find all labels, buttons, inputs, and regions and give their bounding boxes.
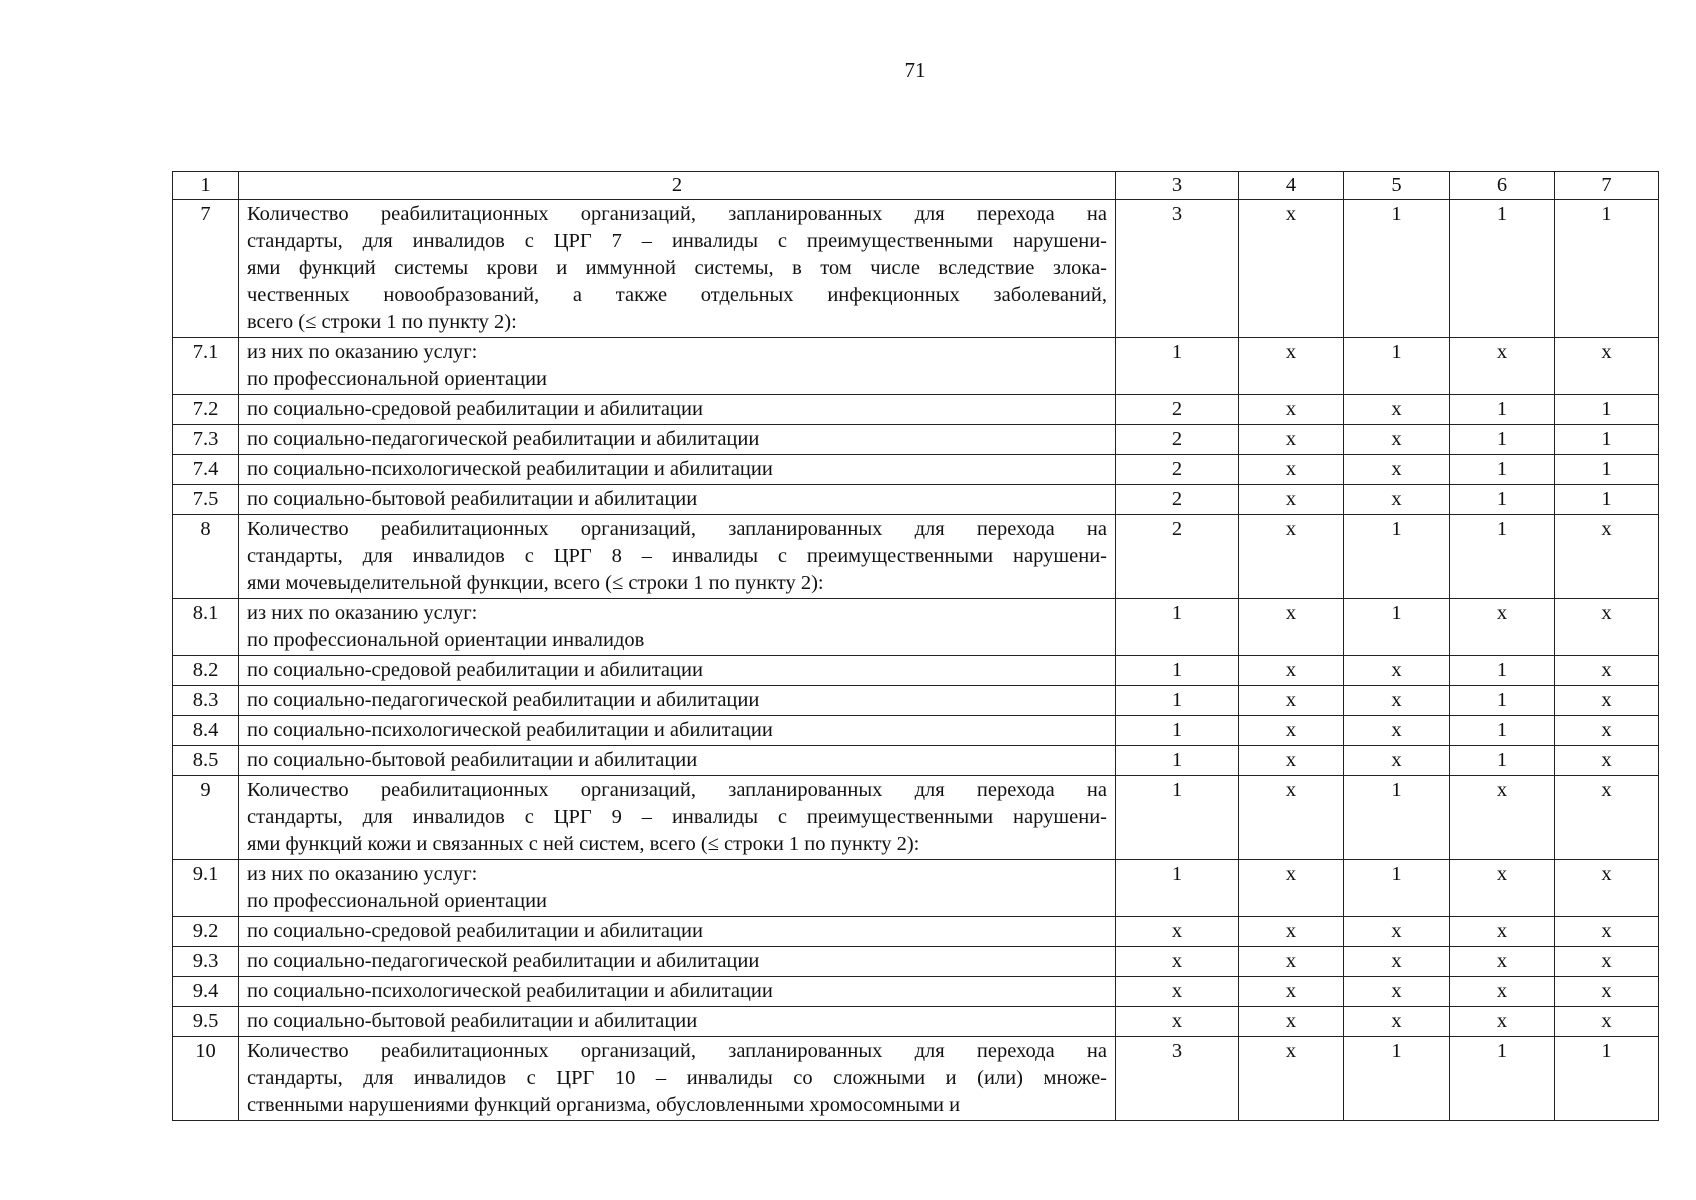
description-line: по профессиональной ориентации [247, 368, 548, 390]
value-cell-col-5: x [1344, 425, 1450, 455]
value-cell-col-6: x [1450, 860, 1555, 917]
value-cell-col-4: x [1239, 485, 1344, 515]
description-line: чественных новообразований, а также отдельных инфекционных заболеваний, [247, 284, 1107, 306]
table-row [173, 776, 1659, 860]
value-cell-col-5: 1 [1344, 338, 1450, 395]
value-cell-col-3: 1 [1116, 656, 1239, 686]
value-cell-col-4: x [1239, 947, 1344, 977]
value-cell-col-6: 1 [1450, 425, 1555, 455]
value-cell-col-3: 1 [1116, 338, 1239, 395]
table-row [173, 860, 1659, 917]
value-cell-col-6: 1 [1450, 656, 1555, 686]
row-number: 9 [173, 776, 239, 860]
row-description [239, 485, 1116, 515]
value-cell-col-3: 1 [1116, 776, 1239, 860]
table-row [173, 1037, 1659, 1121]
value-cell-col-3: 1 [1116, 599, 1239, 656]
description-line: стандарты, для инвалидов с ЦРГ 7 – инвалиды с преимущественными нарушени- [247, 230, 1107, 252]
table-row [173, 599, 1659, 656]
table-row [173, 515, 1659, 599]
value-cell-col-4: x [1239, 338, 1344, 395]
value-cell-col-4: x [1239, 425, 1344, 455]
row-description [239, 716, 1116, 746]
value-cell-col-4: x [1239, 656, 1344, 686]
row-description [239, 599, 1116, 656]
value-cell-col-5: 1 [1344, 599, 1450, 656]
row-description [239, 1037, 1116, 1121]
row-number: 9.4 [173, 977, 239, 1007]
value-cell-col-7: x [1555, 746, 1659, 776]
description-line: по социально-бытовой реабилитации и абилитации [247, 488, 698, 510]
row-number: 8.5 [173, 746, 239, 776]
row-description [239, 917, 1116, 947]
value-cell-col-7: 1 [1555, 455, 1659, 485]
table-row [173, 656, 1659, 686]
value-cell-col-6: 1 [1450, 455, 1555, 485]
value-cell-col-4: x [1239, 200, 1344, 338]
description-line: Количество реабилитационных организаций, запланированных для перехода на [247, 518, 1107, 540]
table-row [173, 455, 1659, 485]
value-cell-col-5: x [1344, 917, 1450, 947]
description-line: по социально-педагогической реабилитации и абилитации [247, 428, 760, 450]
row-number: 7.2 [173, 395, 239, 425]
row-number: 7 [173, 200, 239, 338]
value-cell-col-3: 1 [1116, 686, 1239, 716]
table-row [173, 395, 1659, 425]
row-number: 9.1 [173, 860, 239, 917]
row-description [239, 455, 1116, 485]
value-cell-col-5: x [1344, 746, 1450, 776]
description-line: по социально-бытовой реабилитации и абилитации [247, 1010, 698, 1032]
row-description [239, 686, 1116, 716]
value-cell-col-6: x [1450, 917, 1555, 947]
value-cell-col-4: x [1239, 455, 1344, 485]
row-description [239, 947, 1116, 977]
description-line: Количество реабилитационных организаций, запланированных для перехода на [247, 203, 1107, 225]
row-description [239, 656, 1116, 686]
value-cell-col-3: 3 [1116, 1037, 1239, 1121]
table-row [173, 977, 1659, 1007]
table-row [173, 686, 1659, 716]
row-number: 9.2 [173, 917, 239, 947]
description-line: по социально-педагогической реабилитации и абилитации [247, 689, 760, 711]
row-description [239, 977, 1116, 1007]
value-cell-col-6: x [1450, 1007, 1555, 1037]
value-cell-col-5: x [1344, 1007, 1450, 1037]
value-cell-col-7: 1 [1555, 200, 1659, 338]
value-cell-col-4: x [1239, 716, 1344, 746]
row-number: 10 [173, 1037, 239, 1121]
row-number: 8.4 [173, 716, 239, 746]
description-line: всего (≤ строки 1 по пункту 2): [247, 311, 517, 333]
description-line: по социально-педагогической реабилитации и абилитации [247, 950, 760, 972]
value-cell-col-7: x [1555, 599, 1659, 656]
value-cell-col-4: x [1239, 860, 1344, 917]
value-cell-col-6: 1 [1450, 716, 1555, 746]
column-header: 3 [1116, 172, 1239, 200]
page-number: 71 [904, 58, 926, 82]
table-body [173, 172, 1659, 1121]
value-cell-col-4: x [1239, 977, 1344, 1007]
table-row [173, 200, 1659, 338]
row-number: 7.1 [173, 338, 239, 395]
description-line: из них по оказанию услуг: [247, 863, 478, 885]
value-cell-col-4: x [1239, 1037, 1344, 1121]
description-line: по социально-бытовой реабилитации и абилитации [247, 749, 698, 771]
value-cell-col-4: x [1239, 776, 1344, 860]
value-cell-col-7: 1 [1555, 425, 1659, 455]
value-cell-col-3: 2 [1116, 395, 1239, 425]
description-line: стандарты, для инвалидов с ЦРГ 10 – инвалиды со сложными и (или) множе- [247, 1067, 1107, 1089]
value-cell-col-6: 1 [1450, 1037, 1555, 1121]
value-cell-col-7: x [1555, 656, 1659, 686]
description-line: по социально-средовой реабилитации и абилитации [247, 398, 703, 420]
value-cell-col-7: 1 [1555, 1037, 1659, 1121]
row-description [239, 425, 1116, 455]
value-cell-col-7: x [1555, 716, 1659, 746]
description-line: по социально-средовой реабилитации и абилитации [247, 659, 703, 681]
row-number: 7.5 [173, 485, 239, 515]
value-cell-col-3: 1 [1116, 746, 1239, 776]
value-cell-col-5: 1 [1344, 860, 1450, 917]
row-description [239, 860, 1116, 917]
value-cell-col-7: 1 [1555, 485, 1659, 515]
value-cell-col-3: 2 [1116, 485, 1239, 515]
value-cell-col-7: x [1555, 947, 1659, 977]
row-number: 8.2 [173, 656, 239, 686]
value-cell-col-4: x [1239, 1007, 1344, 1037]
value-cell-col-7: x [1555, 917, 1659, 947]
value-cell-col-5: 1 [1344, 1037, 1450, 1121]
description-line: стандарты, для инвалидов с ЦРГ 9 – инвалиды с преимущественными нарушени- [247, 806, 1107, 828]
value-cell-col-5: x [1344, 977, 1450, 1007]
column-header: 2 [239, 172, 1116, 200]
value-cell-col-6: x [1450, 977, 1555, 1007]
description-line: стандарты, для инвалидов с ЦРГ 8 – инвалиды с преимущественными нарушени- [247, 545, 1107, 567]
row-number: 9.3 [173, 947, 239, 977]
description-line: из них по оказанию услуг: [247, 341, 478, 363]
value-cell-col-6: x [1450, 338, 1555, 395]
column-header: 4 [1239, 172, 1344, 200]
value-cell-col-5: x [1344, 455, 1450, 485]
description-line: из них по оказанию услуг: [247, 602, 478, 624]
value-cell-col-6: 1 [1450, 485, 1555, 515]
value-cell-col-4: x [1239, 395, 1344, 425]
value-cell-col-5: x [1344, 395, 1450, 425]
value-cell-col-6: 1 [1450, 200, 1555, 338]
value-cell-col-7: x [1555, 776, 1659, 860]
value-cell-col-4: x [1239, 686, 1344, 716]
value-cell-col-7: x [1555, 860, 1659, 917]
value-cell-col-7: x [1555, 686, 1659, 716]
row-description [239, 515, 1116, 599]
value-cell-col-3: 2 [1116, 455, 1239, 485]
value-cell-col-3: 1 [1116, 716, 1239, 746]
value-cell-col-4: x [1239, 515, 1344, 599]
column-header: 1 [173, 172, 239, 200]
value-cell-col-7: x [1555, 1007, 1659, 1037]
column-header: 7 [1555, 172, 1659, 200]
column-header: 6 [1450, 172, 1555, 200]
row-number: 8.3 [173, 686, 239, 716]
value-cell-col-3: 1 [1116, 860, 1239, 917]
row-description [239, 338, 1116, 395]
description-line: Количество реабилитационных организаций, запланированных для перехода на [247, 1040, 1107, 1062]
row-description [239, 776, 1116, 860]
value-cell-col-6: x [1450, 599, 1555, 656]
value-cell-col-3: 3 [1116, 200, 1239, 338]
description-line: ями функций кожи и связанных с ней систем, всего (≤ строки 1 по пункту 2): [247, 833, 920, 855]
table-row [173, 746, 1659, 776]
table-row [173, 425, 1659, 455]
table-row [173, 947, 1659, 977]
description-line: по социально-психологической реабилитации и абилитации [247, 980, 773, 1002]
row-description [239, 1007, 1116, 1037]
value-cell-col-3: x [1116, 917, 1239, 947]
row-description [239, 200, 1116, 338]
value-cell-col-3: x [1116, 1007, 1239, 1037]
table-row [173, 1007, 1659, 1037]
value-cell-col-6: 1 [1450, 746, 1555, 776]
description-line: ями функций системы крови и иммунной системы, в том числе вследствие злока- [247, 257, 1107, 279]
value-cell-col-3: x [1116, 947, 1239, 977]
description-line: ями мочевыделительной функции, всего (≤ строки 1 по пункту 2): [247, 572, 824, 594]
value-cell-col-5: 1 [1344, 515, 1450, 599]
value-cell-col-7: x [1555, 515, 1659, 599]
description-line: по социально-психологической реабилитации и абилитации [247, 458, 773, 480]
row-number: 8.1 [173, 599, 239, 656]
row-description [239, 746, 1116, 776]
row-number: 7.3 [173, 425, 239, 455]
value-cell-col-5: x [1344, 485, 1450, 515]
value-cell-col-4: x [1239, 917, 1344, 947]
row-number: 8 [173, 515, 239, 599]
description-line: по профессиональной ориентации [247, 890, 548, 912]
table-row [173, 716, 1659, 746]
value-cell-col-4: x [1239, 599, 1344, 656]
row-number: 9.5 [173, 1007, 239, 1037]
description-line: по профессиональной ориентации инвалидов [247, 629, 645, 651]
value-cell-col-5: x [1344, 947, 1450, 977]
value-cell-col-7: 1 [1555, 395, 1659, 425]
value-cell-col-4: x [1239, 746, 1344, 776]
value-cell-col-5: x [1344, 656, 1450, 686]
value-cell-col-6: x [1450, 947, 1555, 977]
value-cell-col-3: 2 [1116, 515, 1239, 599]
data-table [172, 171, 1659, 1121]
value-cell-col-5: x [1344, 686, 1450, 716]
description-line: по социально-средовой реабилитации и абилитации [247, 920, 703, 942]
value-cell-col-6: 1 [1450, 515, 1555, 599]
value-cell-col-7: x [1555, 338, 1659, 395]
table-row [173, 338, 1659, 395]
column-header: 5 [1344, 172, 1450, 200]
value-cell-col-5: 1 [1344, 776, 1450, 860]
value-cell-col-3: x [1116, 977, 1239, 1007]
description-line: по социально-психологической реабилитации и абилитации [247, 719, 773, 741]
description-line: Количество реабилитационных организаций, запланированных для перехода на [247, 779, 1107, 801]
description-line: ственными нарушениями функций организма, обусловленными хромосомными и [247, 1094, 961, 1116]
row-description [239, 395, 1116, 425]
value-cell-col-6: x [1450, 776, 1555, 860]
table-row [173, 917, 1659, 947]
value-cell-col-6: 1 [1450, 686, 1555, 716]
table-header-row [173, 172, 1659, 200]
table-row [173, 485, 1659, 515]
value-cell-col-6: 1 [1450, 395, 1555, 425]
value-cell-col-7: x [1555, 977, 1659, 1007]
value-cell-col-5: 1 [1344, 200, 1450, 338]
value-cell-col-5: x [1344, 716, 1450, 746]
row-number: 7.4 [173, 455, 239, 485]
value-cell-col-3: 2 [1116, 425, 1239, 455]
